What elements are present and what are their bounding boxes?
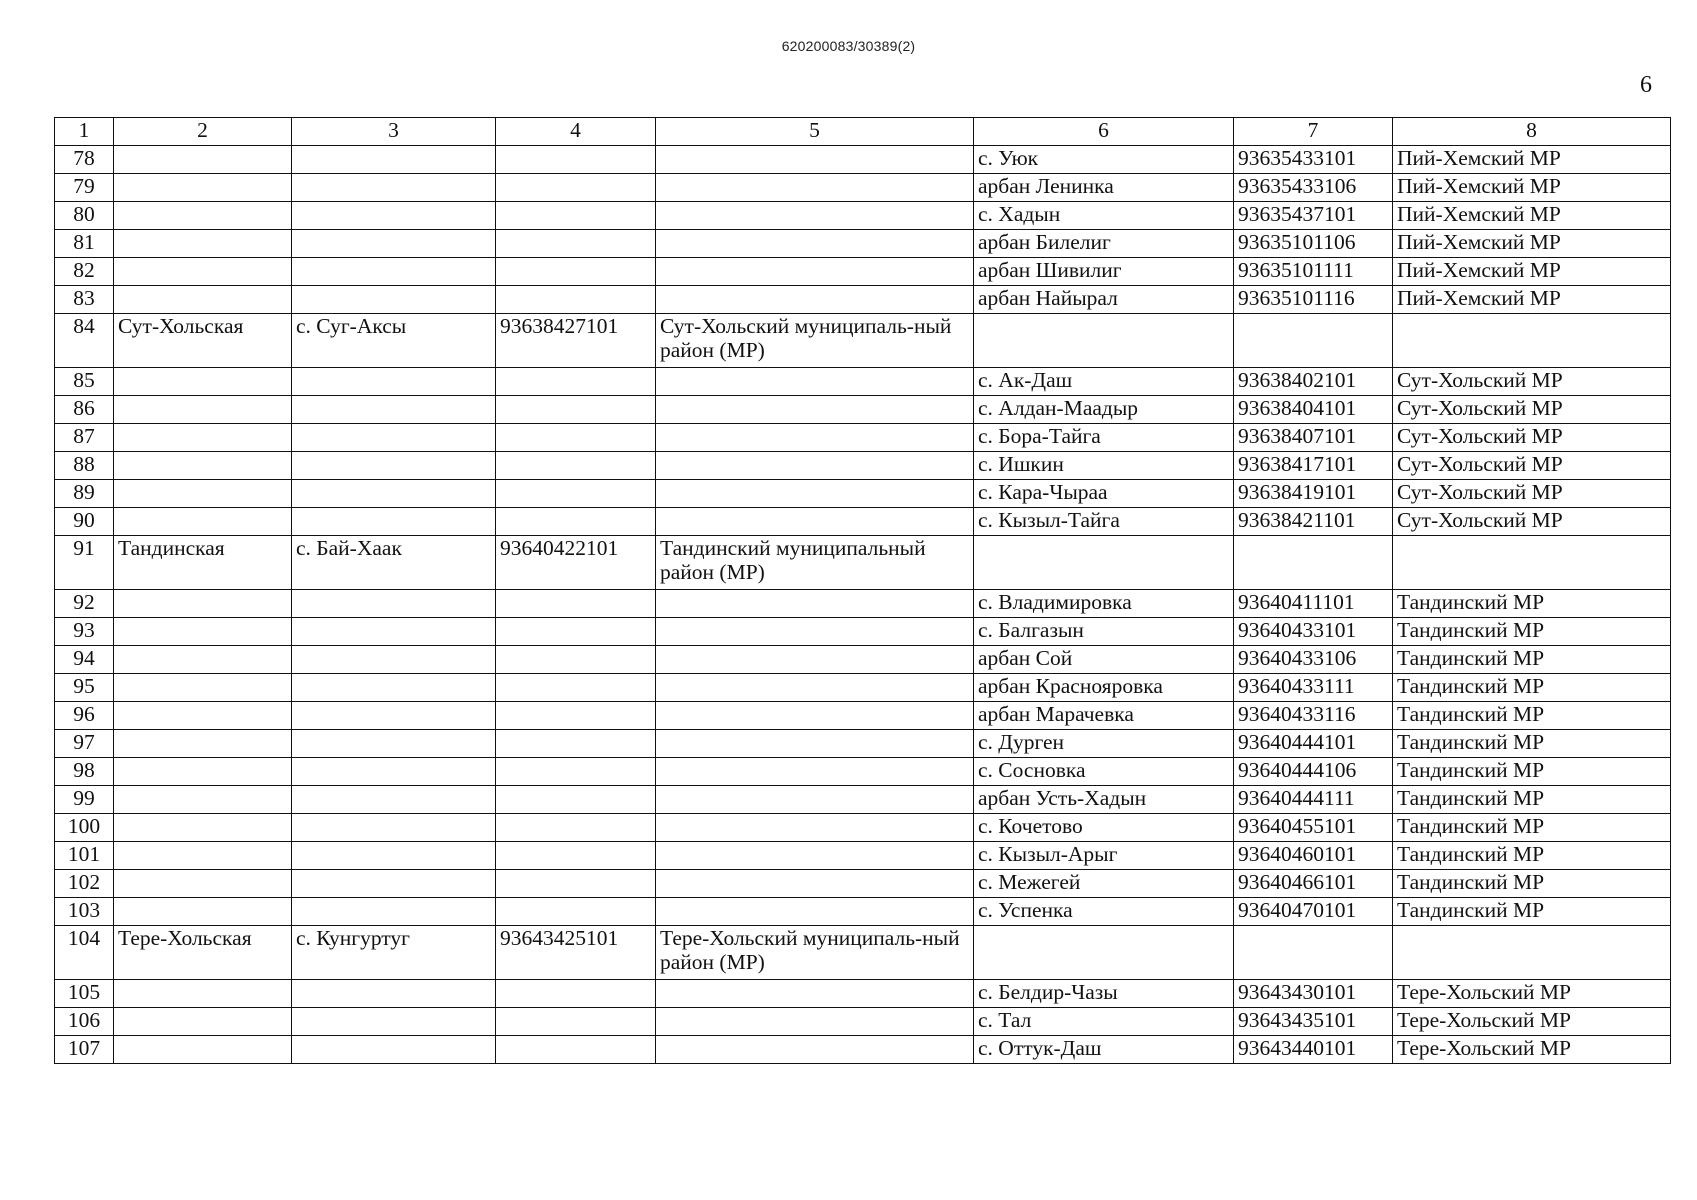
oktmo-code-cell: 93638402101 [1234, 368, 1393, 396]
row-number: 101 [55, 842, 114, 870]
column-header: 2 [114, 118, 292, 146]
center-oktmo-cell [496, 396, 656, 424]
center-cell [292, 786, 496, 814]
center-cell [292, 730, 496, 758]
oktmo-code-cell: 93638417101 [1234, 452, 1393, 480]
center-cell [292, 230, 496, 258]
settlement-cell: с. Бора-Тайга [974, 424, 1234, 452]
kozhuun-cell [114, 618, 292, 646]
district-cell: Тере-Хольский МР [1393, 1036, 1671, 1064]
table-row [55, 646, 1671, 674]
center-cell [292, 702, 496, 730]
kozhuun-cell [114, 646, 292, 674]
kozhuun-cell [114, 758, 292, 786]
center-oktmo-cell [496, 646, 656, 674]
settlement-cell: с. Владимировка [974, 590, 1234, 618]
column-header: 6 [974, 118, 1234, 146]
oktmo-code-cell: 93640444101 [1234, 730, 1393, 758]
settlement-cell: с. Кара-Чыраа [974, 480, 1234, 508]
oktmo-code-cell: 93635433101 [1234, 146, 1393, 174]
center-cell [292, 480, 496, 508]
municipality-cell [656, 842, 974, 870]
municipality-cell [656, 590, 974, 618]
settlement-cell: с. Белдир-Чазы [974, 980, 1234, 1008]
table-row [55, 702, 1671, 730]
oktmo-code-cell [1234, 314, 1393, 368]
municipality-cell: Сут-Хольский муниципаль-ный район (МР) [656, 314, 974, 368]
center-cell [292, 396, 496, 424]
district-cell [1393, 314, 1671, 368]
kozhuun-cell [114, 452, 292, 480]
municipality-cell [656, 702, 974, 730]
kozhuun-cell [114, 424, 292, 452]
settlement-cell: арбан Шивилиг [974, 258, 1234, 286]
kozhuun-cell [114, 258, 292, 286]
municipality-cell [656, 758, 974, 786]
table-row [55, 424, 1671, 452]
municipality-cell [656, 202, 974, 230]
settlement-cell: с. Оттук-Даш [974, 1036, 1234, 1064]
table-row [55, 758, 1671, 786]
district-cell: Пий-Хемский МР [1393, 258, 1671, 286]
center-oktmo-cell [496, 758, 656, 786]
registry-table [54, 117, 1671, 1064]
row-number: 88 [55, 452, 114, 480]
center-cell [292, 452, 496, 480]
municipality-cell [656, 368, 974, 396]
municipality-cell [656, 674, 974, 702]
oktmo-code-cell: 93640433116 [1234, 702, 1393, 730]
district-cell: Сут-Хольский МР [1393, 508, 1671, 536]
kozhuun-cell [114, 1008, 292, 1036]
settlement-cell: арбан Ленинка [974, 174, 1234, 202]
kozhuun-cell: Тандинская [114, 536, 292, 590]
table-row [55, 590, 1671, 618]
table-row [55, 674, 1671, 702]
district-cell: Тандинский МР [1393, 814, 1671, 842]
settlement-cell: арбан Краснояровка [974, 674, 1234, 702]
municipality-cell [656, 646, 974, 674]
district-cell: Тандинский МР [1393, 870, 1671, 898]
municipality-cell [656, 258, 974, 286]
municipality-cell [656, 230, 974, 258]
municipality-cell [656, 730, 974, 758]
district-cell [1393, 536, 1671, 590]
municipality-cell [656, 1008, 974, 1036]
oktmo-code-cell: 93635437101 [1234, 202, 1393, 230]
settlement-cell: с. Уюк [974, 146, 1234, 174]
settlement-cell: с. Кызыл-Арыг [974, 842, 1234, 870]
center-oktmo-cell [496, 146, 656, 174]
municipality-cell [656, 814, 974, 842]
district-cell: Сут-Хольский МР [1393, 452, 1671, 480]
center-cell [292, 618, 496, 646]
table-row [55, 814, 1671, 842]
district-cell: Тандинский МР [1393, 786, 1671, 814]
row-number: 91 [55, 536, 114, 590]
oktmo-code-cell: 93638404101 [1234, 396, 1393, 424]
center-cell [292, 368, 496, 396]
center-cell [292, 870, 496, 898]
kozhuun-cell [114, 508, 292, 536]
center-oktmo-cell: 93640422101 [496, 536, 656, 590]
center-oktmo-cell: 93643425101 [496, 926, 656, 980]
municipality-cell [656, 618, 974, 646]
center-cell [292, 842, 496, 870]
center-cell: с. Суг-Аксы [292, 314, 496, 368]
row-number: 86 [55, 396, 114, 424]
table-row [55, 842, 1671, 870]
kozhuun-cell [114, 174, 292, 202]
center-cell [292, 646, 496, 674]
district-cell: Пий-Хемский МР [1393, 230, 1671, 258]
kozhuun-cell [114, 1036, 292, 1064]
row-number: 81 [55, 230, 114, 258]
center-oktmo-cell [496, 202, 656, 230]
oktmo-code-cell: 93640433106 [1234, 646, 1393, 674]
settlement-cell: с. Ишкин [974, 452, 1234, 480]
municipality-cell [656, 452, 974, 480]
center-cell [292, 174, 496, 202]
district-cell: Тандинский МР [1393, 730, 1671, 758]
table-row [55, 618, 1671, 646]
kozhuun-cell [114, 480, 292, 508]
oktmo-code-cell: 93640466101 [1234, 870, 1393, 898]
settlement-cell: с. Успенка [974, 898, 1234, 926]
center-oktmo-cell [496, 258, 656, 286]
column-header: 7 [1234, 118, 1393, 146]
district-cell: Сут-Хольский МР [1393, 396, 1671, 424]
center-oktmo-cell [496, 814, 656, 842]
table-row [55, 452, 1671, 480]
center-cell [292, 508, 496, 536]
kozhuun-cell [114, 980, 292, 1008]
center-oktmo-cell [496, 980, 656, 1008]
settlement-cell: с. Алдан-Маадыр [974, 396, 1234, 424]
district-cell: Тере-Хольский МР [1393, 1008, 1671, 1036]
oktmo-code-cell: 93638421101 [1234, 508, 1393, 536]
oktmo-code-cell: 93635101111 [1234, 258, 1393, 286]
oktmo-code-cell [1234, 926, 1393, 980]
column-header: 1 [55, 118, 114, 146]
table-row [55, 202, 1671, 230]
oktmo-code-cell: 93635101116 [1234, 286, 1393, 314]
table-row [55, 786, 1671, 814]
kozhuun-cell: Сут-Хольская [114, 314, 292, 368]
oktmo-code-cell: 93635433106 [1234, 174, 1393, 202]
center-oktmo-cell [496, 1036, 656, 1064]
center-cell [292, 1036, 496, 1064]
table-row [55, 508, 1671, 536]
district-cell: Пий-Хемский МР [1393, 286, 1671, 314]
center-cell [292, 814, 496, 842]
settlement-cell: арбан Марачевка [974, 702, 1234, 730]
settlement-cell: с. Кочетово [974, 814, 1234, 842]
table-row [55, 926, 1671, 980]
center-cell [292, 758, 496, 786]
settlement-cell: с. Кызыл-Тайга [974, 508, 1234, 536]
district-cell: Пий-Хемский МР [1393, 202, 1671, 230]
settlement-cell: с. Дурген [974, 730, 1234, 758]
oktmo-code-cell: 93640411101 [1234, 590, 1393, 618]
center-oktmo-cell [496, 590, 656, 618]
kozhuun-cell [114, 786, 292, 814]
table-row [55, 536, 1671, 590]
center-oktmo-cell [496, 452, 656, 480]
row-number: 97 [55, 730, 114, 758]
center-cell: с. Бай-Хаак [292, 536, 496, 590]
center-oktmo-cell [496, 230, 656, 258]
kozhuun-cell [114, 870, 292, 898]
row-number: 93 [55, 618, 114, 646]
center-cell [292, 590, 496, 618]
municipality-cell [656, 508, 974, 536]
document-id: 620200083/30389(2) [781, 38, 916, 54]
kozhuun-cell [114, 898, 292, 926]
settlement-cell [974, 536, 1234, 590]
row-number: 95 [55, 674, 114, 702]
settlement-cell [974, 926, 1234, 980]
center-oktmo-cell [496, 786, 656, 814]
district-cell: Сут-Хольский МР [1393, 480, 1671, 508]
center-cell [292, 424, 496, 452]
district-cell: Сут-Хольский МР [1393, 424, 1671, 452]
center-oktmo-cell [496, 730, 656, 758]
settlement-cell: с. Сосновка [974, 758, 1234, 786]
center-oktmo-cell [496, 842, 656, 870]
row-number: 78 [55, 146, 114, 174]
municipality-cell [656, 424, 974, 452]
district-cell [1393, 926, 1671, 980]
row-number: 82 [55, 258, 114, 286]
table-row [55, 480, 1671, 508]
district-cell: Тандинский МР [1393, 898, 1671, 926]
column-header: 3 [292, 118, 496, 146]
table-row [55, 230, 1671, 258]
kozhuun-cell [114, 230, 292, 258]
settlement-cell: с. Тал [974, 1008, 1234, 1036]
municipality-cell: Тере-Хольский муниципаль-ный район (МР) [656, 926, 974, 980]
center-cell [292, 146, 496, 174]
row-number: 107 [55, 1036, 114, 1064]
settlement-cell: арбан Сой [974, 646, 1234, 674]
center-oktmo-cell [496, 702, 656, 730]
table-row [55, 368, 1671, 396]
row-number: 80 [55, 202, 114, 230]
district-cell: Тере-Хольский МР [1393, 980, 1671, 1008]
municipality-cell [656, 480, 974, 508]
district-cell: Тандинский МР [1393, 646, 1671, 674]
row-number: 89 [55, 480, 114, 508]
row-number: 85 [55, 368, 114, 396]
center-oktmo-cell [496, 674, 656, 702]
center-cell [292, 258, 496, 286]
settlement-cell: арбан Билелиг [974, 230, 1234, 258]
row-number: 90 [55, 508, 114, 536]
kozhuun-cell [114, 286, 292, 314]
oktmo-code-cell: 93640444111 [1234, 786, 1393, 814]
center-oktmo-cell [496, 424, 656, 452]
center-oktmo-cell [496, 898, 656, 926]
table-row [55, 730, 1671, 758]
center-oktmo-cell [496, 618, 656, 646]
table-row [55, 146, 1671, 174]
row-number: 92 [55, 590, 114, 618]
table-row [55, 980, 1671, 1008]
settlement-cell: с. Межегей [974, 870, 1234, 898]
table-row [55, 314, 1671, 368]
center-cell [292, 980, 496, 1008]
kozhuun-cell [114, 146, 292, 174]
column-header: 5 [656, 118, 974, 146]
table-row [55, 174, 1671, 202]
oktmo-code-cell: 93643435101 [1234, 1008, 1393, 1036]
kozhuun-cell [114, 396, 292, 424]
center-cell [292, 286, 496, 314]
kozhuun-cell [114, 814, 292, 842]
page-number: 6 [1640, 72, 1652, 98]
row-number: 83 [55, 286, 114, 314]
district-cell: Пий-Хемский МР [1393, 146, 1671, 174]
table-row [55, 286, 1671, 314]
oktmo-code-cell: 93638407101 [1234, 424, 1393, 452]
center-oktmo-cell [496, 174, 656, 202]
oktmo-code-cell: 93635101106 [1234, 230, 1393, 258]
municipality-cell [656, 396, 974, 424]
district-cell: Тандинский МР [1393, 618, 1671, 646]
center-oktmo-cell [496, 480, 656, 508]
center-oktmo-cell [496, 1008, 656, 1036]
municipality-cell [656, 870, 974, 898]
municipality-cell [656, 174, 974, 202]
settlement-cell [974, 314, 1234, 368]
settlement-cell: с. Балгазын [974, 618, 1234, 646]
kozhuun-cell [114, 702, 292, 730]
center-cell: с. Кунгуртуг [292, 926, 496, 980]
center-cell [292, 1008, 496, 1036]
oktmo-code-cell: 93643440101 [1234, 1036, 1393, 1064]
row-number: 100 [55, 814, 114, 842]
oktmo-code-cell: 93640455101 [1234, 814, 1393, 842]
municipality-cell [656, 786, 974, 814]
district-cell: Сут-Хольский МР [1393, 368, 1671, 396]
table-row [55, 396, 1671, 424]
row-number: 87 [55, 424, 114, 452]
municipality-cell [656, 286, 974, 314]
municipality-cell [656, 146, 974, 174]
district-cell: Пий-Хемский МР [1393, 174, 1671, 202]
center-oktmo-cell [496, 508, 656, 536]
center-cell [292, 202, 496, 230]
kozhuun-cell: Тере-Хольская [114, 926, 292, 980]
column-header: 4 [496, 118, 656, 146]
center-cell [292, 674, 496, 702]
row-number: 84 [55, 314, 114, 368]
district-cell: Тандинский МР [1393, 590, 1671, 618]
kozhuun-cell [114, 730, 292, 758]
table-row [55, 1036, 1671, 1064]
oktmo-code-cell [1234, 536, 1393, 590]
settlement-cell: с. Хадын [974, 202, 1234, 230]
oktmo-code-cell: 93638419101 [1234, 480, 1393, 508]
district-cell: Тандинский МР [1393, 674, 1671, 702]
table-row [55, 258, 1671, 286]
settlement-cell: с. Ак-Даш [974, 368, 1234, 396]
oktmo-code-cell: 93640460101 [1234, 842, 1393, 870]
district-cell: Тандинский МР [1393, 758, 1671, 786]
kozhuun-cell [114, 674, 292, 702]
kozhuun-cell [114, 590, 292, 618]
oktmo-code-cell: 93643430101 [1234, 980, 1393, 1008]
row-number: 103 [55, 898, 114, 926]
center-oktmo-cell: 93638427101 [496, 314, 656, 368]
table-row [55, 870, 1671, 898]
row-number: 104 [55, 926, 114, 980]
oktmo-code-cell: 93640433111 [1234, 674, 1393, 702]
row-number: 79 [55, 174, 114, 202]
municipality-cell [656, 898, 974, 926]
municipality-cell [656, 1036, 974, 1064]
oktmo-code-cell: 93640433101 [1234, 618, 1393, 646]
settlement-cell: арбан Найырал [974, 286, 1234, 314]
table-row [55, 898, 1671, 926]
row-number: 98 [55, 758, 114, 786]
center-oktmo-cell [496, 286, 656, 314]
column-header: 8 [1393, 118, 1671, 146]
row-number: 96 [55, 702, 114, 730]
row-number: 99 [55, 786, 114, 814]
row-number: 102 [55, 870, 114, 898]
table-row [55, 1008, 1671, 1036]
row-number: 106 [55, 1008, 114, 1036]
district-cell: Тандинский МР [1393, 702, 1671, 730]
center-cell [292, 898, 496, 926]
kozhuun-cell [114, 842, 292, 870]
header-row [55, 118, 1671, 146]
row-number: 94 [55, 646, 114, 674]
row-number: 105 [55, 980, 114, 1008]
oktmo-code-cell: 93640444106 [1234, 758, 1393, 786]
settlement-cell: арбан Усть-Хадын [974, 786, 1234, 814]
district-cell: Тандинский МР [1393, 842, 1671, 870]
municipality-cell: Тандинский муниципальный район (МР) [656, 536, 974, 590]
table-body [55, 118, 1671, 1064]
center-oktmo-cell [496, 368, 656, 396]
oktmo-code-cell: 93640470101 [1234, 898, 1393, 926]
kozhuun-cell [114, 368, 292, 396]
kozhuun-cell [114, 202, 292, 230]
municipality-cell [656, 980, 974, 1008]
center-oktmo-cell [496, 870, 656, 898]
